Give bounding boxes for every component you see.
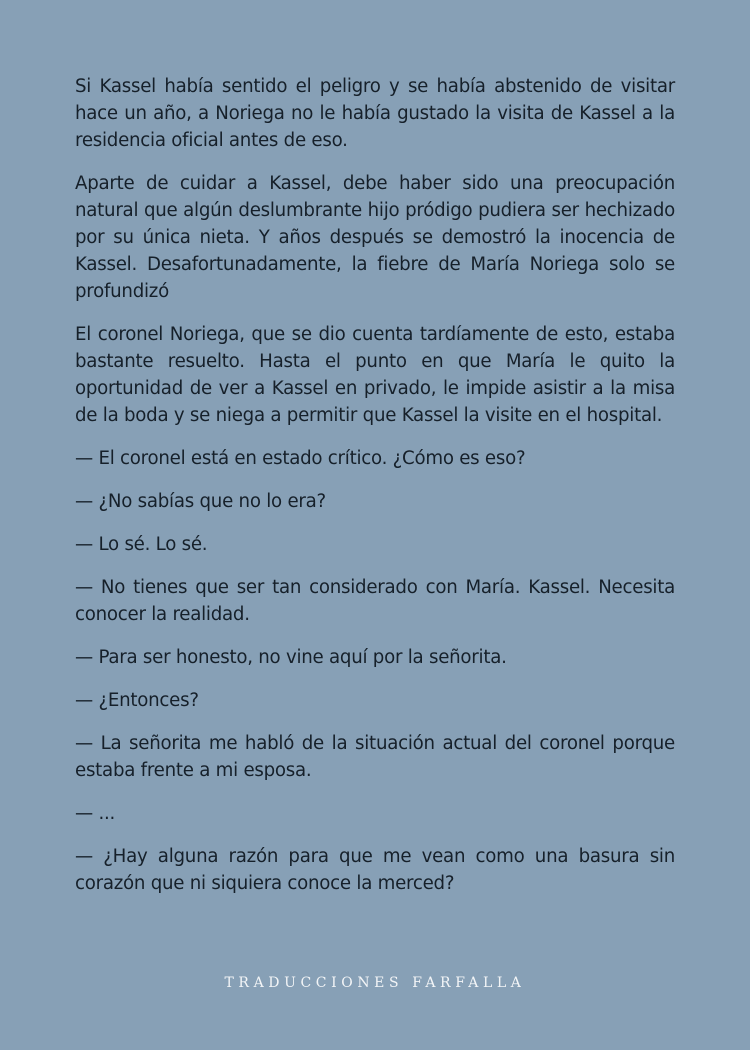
dialogue-line: — El coronel está en estado crítico. ¿Cómo es eso?	[75, 448, 526, 469]
paragraph-2: Aparte de cuidar a Kassel, debe haber sido una preocupación natural que algún deslumbrante hijo pródigo pudiera ser hechizado por su única nieta. Y años después se demostró la inocencia de Kassel. Desafortunadamente, la fiebre de María Noriega solo se profundizó	[75, 173, 675, 302]
paragraph-1: Si Kassel había sentido el peligro y se había abstenido de visitar hace un año, a Noriega no le había gustado la visita de Kassel a la residencia oficial antes de eso.	[75, 76, 675, 151]
dialogue-line: — ¿No sabías que no lo era?	[75, 491, 326, 512]
dialogue-line: — ¿Hay alguna razón para que me vean como una basura sin corazón que ni siquiera conoce la merced?	[75, 846, 675, 894]
footer-watermark: TRADUCCIONES FARFALLA	[224, 975, 526, 991]
document-body	[75, 73, 675, 913]
dialogue-line: — Lo sé. Lo sé.	[75, 534, 208, 555]
dialogue-line: — ¿Entonces?	[75, 690, 199, 711]
dialogue-line: — No tienes que ser tan considerado con María. Kassel. Necesita conocer la realidad.	[75, 577, 675, 625]
dialogue-line: — La señorita me habló de la situación actual del coronel porque estaba frente a mi esposa.	[75, 733, 675, 781]
paragraph-3: El coronel Noriega, que se dio cuenta tardíamente de esto, estaba bastante resuelto. Hasta el punto en que María le quito la oportunidad de ver a Kassel en privado, le impide asistir a la misa de la boda y se niega a permitir que Kassel la visite en el hospital.	[75, 324, 675, 426]
dialogue-line: — ...	[75, 803, 116, 824]
dialogue-line: — Para ser honesto, no vine aquí por la señorita.	[75, 647, 507, 668]
